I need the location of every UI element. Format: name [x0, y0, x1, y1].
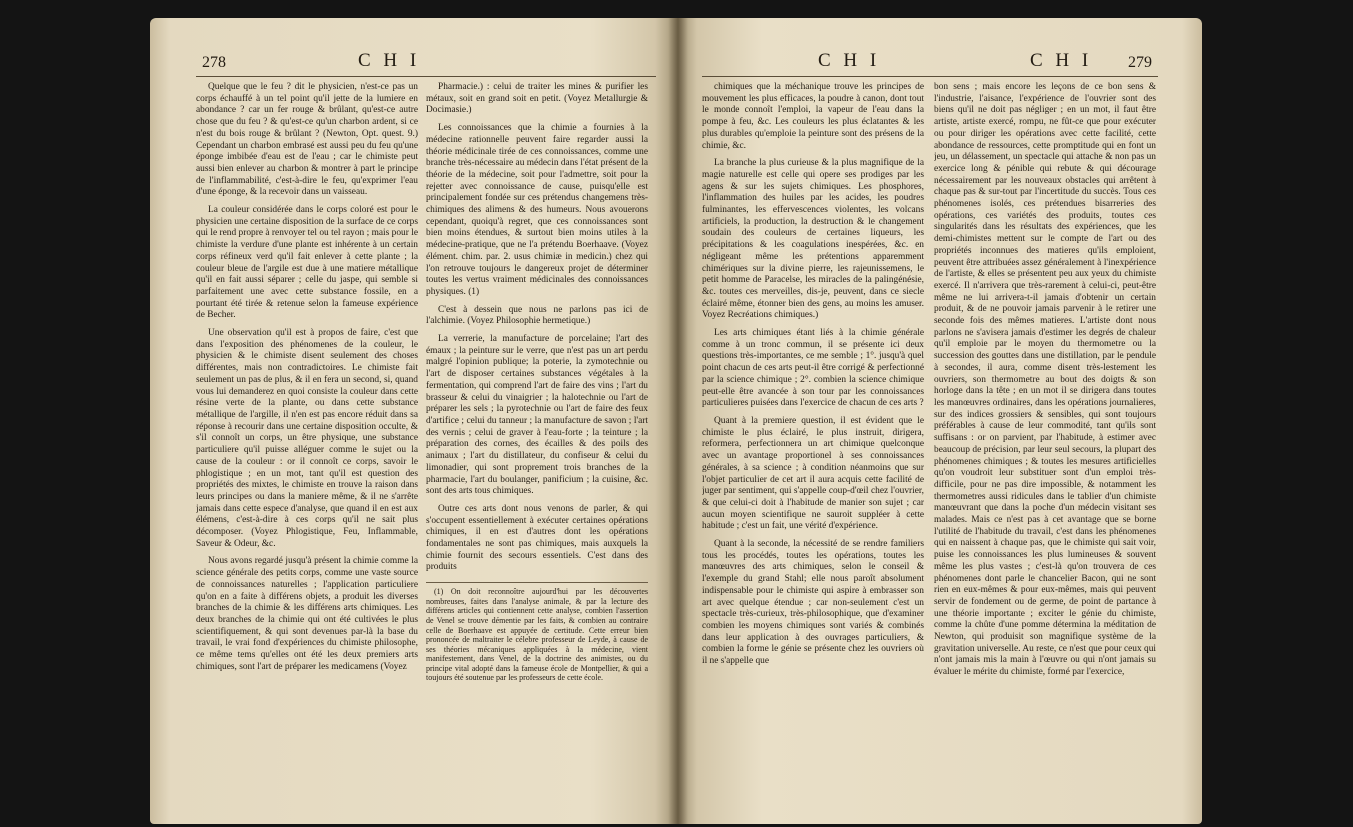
running-head-left: C H I	[358, 50, 421, 71]
running-head-right-2: C H I	[1030, 50, 1093, 71]
footnote: (1) On doit reconnoître aujourd'hui par les découvertes nombreuses, faites dans l'analyse animale, & par la lecture des différens articles qui contiennent cette analyse, combien l'assertion de Venel se trouve démentie par les faits, & combien au contraire celle de Boerhaave est appuyée de certitude. Cette erreur bien prononcée de maltraiter le célebre professeur de Leyde, à cause de ses théories mécaniques appliquées à la médecine, vient manifestement, dans Venel, de la doctrine des animistes, ou du principe vital adopté dans la fameuse école de Montpellier, & qui a toujours été soutenue par les professeurs de cette école.	[426, 582, 648, 683]
paragraph: Les connoissances que la chimie a fournies à la médecine rationnelle peuvent faire regarder aussi la théorie médicinale tirée de ces connoissances, comme une branche très-nécessaire au médecin dans l'état présent de la théorie de la médecine, soit pour l'admettre, soit pour la rejetter avec connoissance de cause, puisqu'elle est principalement fondée sur ces prétendus changemens très-chimiques des alimens & des humeurs. Nous avouerons cependant, quoiqu'à regret, que ces connoissances sont bien moins étendues, & surtout bien moins utiles à la médecine-pratique, que ne l'a prétendu Boerhaave. (Voyez élément. chim. par. 2. usus chimiæ in medicin.) chez qui l'on retrouve toujours le dangereux projet de déterminer toutes les vertus vraiment médicinales des connoissances physiques. (1)	[426, 123, 648, 297]
paragraph: chimiques que la méchanique trouve les principes de mouvement les plus efficaces, la poudre à canon, dont tout le monde connoît l'emploi, la vapeur de l'eau dans la pompe à feu, &c. Les couleurs les plus éclatantes & les plus durables qu'emploie la peinture sont des présens de la chimie, &c.	[702, 82, 924, 151]
left-page	[150, 18, 678, 824]
left-page-column-2	[426, 82, 648, 824]
paragraph: La couleur considérée dans le corps coloré est pour le physicien une certaine disposition de la surface de ce corps qui le rend propre à renvoyer tel ou tel rayon ; mais pour le chimiste la verdure d'une plante est inhérente à un certain corps réfineux verd qu'il fait enlever à cette plante ; la couleur bleue de l'argile est due à une matiere métallique qu'il en fait aussi séparer ; celle du jaspe, qui semble si parfaitement une avec cette substance fossile, en a pourtant été tirée & retenue selon la fameuse expérience de Becher.	[196, 205, 418, 321]
paragraph: Quelque que le feu ? dit le physicien, n'est-ce pas un corps échauffé à un tel point qu'il jette de la lumiere en abondance ? car un fer rouge & brûlant, qu'est-ce autre chose que du feu ? & qu'est-ce qu'un charbon ardent, si ce n'est du bois rouge & brûlant ? (Newton, Opt. quest. 9.) Cependant un charbon embrasé est aussi peu du feu qu'une éponge imbibée d'eau est de l'eau ; car le chimiste peut aussi bien enlever au charbon & montrer à part le principe de l'inflammabilité, c'est-à-dire le feu, qu'exprimer l'eau d'une éponge, & la recevoir dans un vaisseau.	[196, 82, 418, 198]
open-book	[150, 18, 1202, 824]
left-page-column-1	[196, 82, 418, 679]
paragraph: C'est à dessein que nous ne parlons pas ici de l'alchimie. (Voyez Philosophie hermetique.)	[426, 304, 648, 327]
paragraph: Quant à la seconde, la nécessité de se rendre familiers tous les procédés, toutes les opérations, toutes les manœuvres des arts chimiques, selon le conseil & l'exemple du grand Stahl; elle nous paroît absolument indispensable pour le chimiste qui aspire à embrasser son art avec quelque étendue ; car non-seulement c'est un spectacle très-curieux, très-philosophique, que d'examiner combien les moyens chimiques sont variés & combinés dans leur application à des ouvrages particuliers, & combien la forme le génie se présente chez les ouvriers où il ne s'appelle que	[702, 539, 924, 667]
book-gutter	[668, 18, 688, 824]
paragraph: Pharmacie.) : celui de traiter les mines & purifier les métaux, soit en grand soit en petit. (Voyez Metallurgie & Docimasie.)	[426, 82, 648, 116]
right-page	[678, 18, 1202, 824]
paragraph: Les arts chimiques étant liés à la chimie générale comme à un tronc commun, il se présente ici deux questions très-importantes, ce me semble ; 1°. jusqu'à quel point chacun de ces arts peut-il être corrigé & perfectionné par la science chimique ; 2°. combien la science chimique peut-elle être avancée à son tour par les connoissances particulieres puisées dans l'exercice de chacun de ces arts ?	[702, 328, 924, 409]
right-page-column-2	[934, 82, 1156, 685]
paragraph: Quant à la premiere question, il est évident que le chimiste le plus éclairé, le plus instruit, dirigera, reformera, perfectionnera un art chimique quelconque avec un avantage proportionel à ses connoissances générales, à sa science ; à condition néanmoins que sur l'objet particulier de cet art il aura acquis cette facilité de juger par sentiment, qui s'appelle coup-d'œil chez l'ouvrier, & que celui-ci doit à l'habitude de manier son sujet ; car aucun moyen scientifique ne sauroit suppléer à cette habitude ; c'est un fait, une vérité d'expérience.	[702, 415, 924, 532]
running-head-right-1: C H I	[818, 50, 881, 71]
paragraph: Outre ces arts dont nous venons de parler, & qui s'occupent essentiellement à exécuter certaines opérations chimiques, il en est d'autres dont les opérations fondamentales ne sont pas chimiques, mais auxquels la chimie fournit des secours essentiels. C'est dans des produits	[426, 503, 648, 573]
paragraph: Nous avons regardé jusqu'à présent la chimie comme la science générale des petits corps, comme une vaste source de connoissances naturelles ; l'application particuliere qu'on en a faite à différens objets, a produit les diverses branches de la chimie & les différens arts chimiques. Les deux branches de la chimie qui ont été cultivées le plus scientifiquement, & qui sont devenues par-là la base du travail, le vrai fond d'expériences du chimiste philosophe, ce même tems qu'elles ont été les deux premiers arts chimiques, sont l'art de préparer les medicamens (Voyez	[196, 556, 418, 672]
right-page-column-1	[702, 82, 924, 674]
page-number-left: 278	[202, 54, 226, 71]
header-rule-left	[196, 76, 656, 77]
paragraph: Une observation qu'il est à propos de faire, c'est que dans l'exposition des phénomenes de la couleur, le physicien & le chimiste disent seulement des choses différentes, mais non contradictoires. Le chimiste fait seulement un pas de plus, & il en fera un second, si, quand vous lui demanderez en quoi consiste la couleur dans cette résine verte de la plante, ou dans cette substance métallique de l'argille, il n'en est pas encore réduit dans sa réponse à recourir dans une certaine disposition occulte, & s'il connoît un corps, un être physique, une substance particuliere qu'il puisse alléguer comme le sujet ou la cause de la couleur : or il connoît ce corps, savoir le phlogistique ; en un mot, tant qu'il est question des propriétés des mixtes, le chimiste en trouve la raison dans leurs principes ou dans la maniere même, & il ne s'arrête jamais dans cette espece d'analyse, que quand il en est aux élémens, c'est-à-dire à ces corps qu'il ne sait plus décomposer. (Voyez Phlogistique, Feu, Inflammable, Saveur & Odeur, &c.	[196, 328, 418, 549]
page-number-right: 279	[1128, 54, 1152, 71]
paragraph: La verrerie, la manufacture de porcelaine; l'art des émaux ; la peinture sur le verre, que n'est pas un art perdu malgré l'opinion publique; la poterie, la zymotechnie ou l'art de disposer certaines substances végétales à la fermentation, qui comprend l'art de faire des vins ; l'art du brasseur & celui du vinaigrier ; la halotechnie ou l'art de préparer les sels ; la pyrotechnie ou l'art de faire des feux d'artifice ; celui du tanneur ; la manufacture de savon ; l'art des vernis ; celui de graver à l'eau-forte ; la teinture ; la préparation des cornes, des écailles & des poils des animaux ; l'art du distillateur, du confiseur & celui du limonadier, qui sont proprement trois branches de la pharmacie, l'art du boulanger, panificium ; la cuisine, &c. sont des arts tous chimiques.	[426, 334, 648, 497]
paragraph: bon sens ; mais encore les leçons de ce bon sens & l'industrie, l'aisance, l'expérience de l'ouvrier sont des biens qu'il ne doit pas négliger ; en un mot, il faut être artiste, artiste exercé, rompu, ne fût-ce que pour exécuter ou pour diriger les opérations avec cette facilité, cette abondance de ressources, cette promptitude qui en font un jeu, un délassement, un spectacle qui attache & non pas un exercice long & pénible qui rebute & qui décourage nécessairement par les nouveaux obstacles qui arrêtent à chaque pas & sur-tout par l'incertitude du succès. Tous ces phénomenes isolés, ces prétendues bisarreries des opérations, ces variétés des produits, toutes ces singularités dans les résultats des expériences, que les demi-chimistes mettent sur le compte de l'art ou des propriétés inconnues des matieres qu'ils emploient, peuvent être attribuées assez généralement à l'inexpérience de l'artiste, & elles se présentent peu aux yeux du chimiste exercé. Il n'arrivera que très-rarement à celui-ci, peut-être même ne lui arrivera-t-il jamais d'obtenir un certain produit, & de ne pouvoir jamais parvenir à le retirer une seconde fois des mêmes matieres. L'artiste dont nous parlons ne s'avisera jamais d'estimer les degrés de chaleur qu'il emploie par le moyen du thermometre ou la succession des gouttes dans une distillation, par le pendule à secondes, il aura, comme disent très-lestement les ouvriers, son thermometre au bout des doigts & son horloge dans la tête ; en un mot il se dirigera dans toutes les manœuvres ordinaires, dans les opérations journalieres, sur des indices grossiers & sensibles, qui sont toujours préférables à cause de leur commodité, tant qu'ils sont suffisans : or on parvient, par l'habitude, à estimer avec beaucoup de précision, par leur seul secours, la plupart des phénomenes chimiques ; & toutes les mesures artificielles qu'on voudroit leur substituer sont d'un emploi très-difficile, pour ne pas dire impossible, & notamment les thermometres aussi ridicules dans le tablier d'un chimiste manœuvrant que dans la poche d'un médecin visitant ses malades. Mais ce n'est pas à cet avantage que se borne l'utilité de l'habitude du travail, c'est dans les phénomenes qui en naissent à chaque pas, que le chimiste qui sait voir, puise les connoissances les plus lumineuses & souvent même les plus vastes ; c'est-là qu'on trouvera de ces phénomenes dont parle le chancelier Bacon, qui ne sont rien en eux-mêmes & pour eux-mêmes, mais qui peuvent servir de fondement ou de germe, de point de partance à une théorie importante ; exciter le génie du chimiste, comme la chûte d'une pomme détermina la méditation de Newton, qui produisit son magnifique système de la gravitation universelle. Au reste, ce n'est que pour ceux qui n'ont jamais mis la main à l'œuvre ou qui n'ont jamais su évaluer le mérite du chimiste, formé par l'exercice,	[934, 82, 1156, 678]
header-rule-right	[702, 76, 1158, 77]
paragraph: La branche la plus curieuse & la plus magnifique de la magie naturelle est celle qui opere ses prodiges par les agens & sur les sujets chimiques. Les phosphores, l'inflammation des huiles par les acides, les poudres fulminantes, les effervescences violentes, les volcans artificiels, la production, la destruction & le changement soudain des couleurs de certaines liqueurs, les précipitations & les coagulations inespérées, &c. en négligeant même les prétentions apparemment chimériques sur la divine pierre, les rajeunissemens, le petit homme de Paracelse, les miracles de la palingénésie, &c. toutes ces merveilles, dis-je, peuvent, dans ce siecle éclairé même, étonner bien des gens, au moins les amuser. Voyez Recréations chimiques.)	[702, 158, 924, 321]
